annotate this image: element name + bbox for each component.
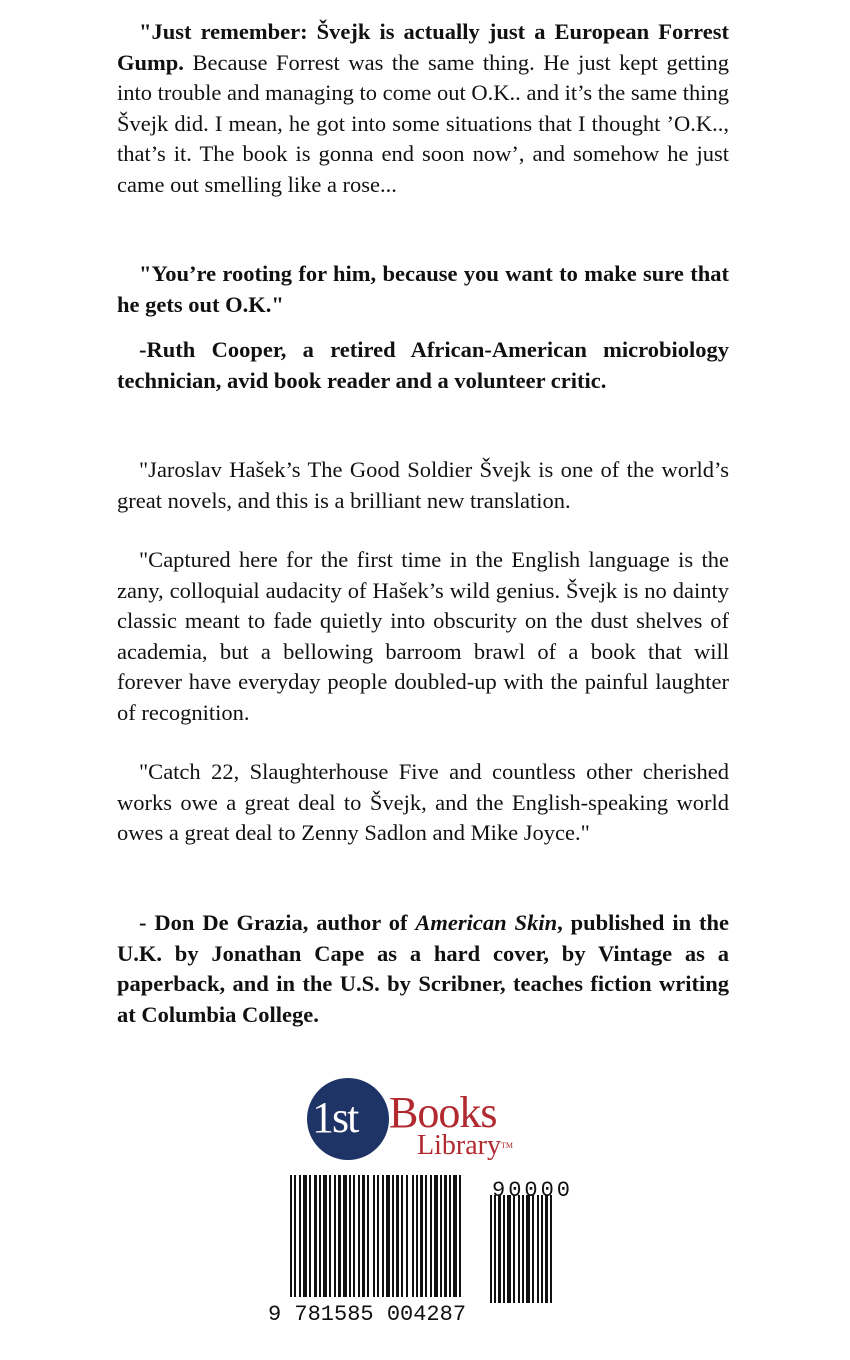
quote-1-rest: Because Forrest was the same thing. He just kept getting into trouble and managing to come out O.K.. and it’s the same thing Švejk did. I mean, he got into some situations that I thought ’O.K.., that’s it. The book is gonna end soon now’, and somehow he just came out smelling like a rose...: [117, 49, 729, 197]
price-bar: [541, 1195, 543, 1303]
price-bar: [513, 1195, 515, 1303]
isbn-bar: [425, 1175, 427, 1297]
isbn-bar: [343, 1175, 347, 1297]
isbn-bar: [401, 1175, 403, 1297]
isbn-bar: [334, 1175, 336, 1297]
attribution-don-de-grazia: [117, 908, 729, 1030]
quote-4: "Jaroslav Hašek’s The Good Soldier Švejk is one of the world’s great novels, and this is a brilliant new translation.: [117, 457, 729, 513]
isbn-bar: [314, 1175, 317, 1297]
quote-1-bold: "Just remember: Švejk is actually just a European Forrest Gump.: [117, 19, 729, 75]
isbn-bar: [299, 1175, 301, 1297]
quote-paragraph-2: [117, 259, 729, 320]
price-bar: [532, 1195, 534, 1303]
price-bar: [550, 1195, 552, 1303]
isbn-bar: [392, 1175, 394, 1297]
quote-paragraph-4: [117, 455, 729, 516]
isbn-bar: [386, 1175, 390, 1297]
price-bar: [545, 1195, 548, 1303]
price-bar: [537, 1195, 539, 1303]
isbn-bar: [449, 1175, 451, 1297]
isbn-bar: [377, 1175, 379, 1297]
quote-paragraph-1: [117, 17, 729, 200]
logo-1st-text: 1st: [312, 1093, 358, 1142]
isbn-bar: [309, 1175, 311, 1297]
isbn-bar: [430, 1175, 432, 1297]
logo-library-word: Library: [417, 1130, 501, 1161]
isbn-bar: [412, 1175, 414, 1297]
isbn-bar: [353, 1175, 355, 1297]
attribution-1: -Ruth Cooper, a retired African-American microbiology technician, avid book reader and a volunteer critic.: [117, 337, 729, 393]
price-bar: [518, 1195, 520, 1303]
quote-paragraph-6: [117, 757, 729, 849]
logo-books-text: Books: [389, 1088, 497, 1137]
isbn-bar: [416, 1175, 418, 1297]
price-bar: [526, 1195, 530, 1303]
isbn-bar: [362, 1175, 365, 1297]
isbn-bar: [329, 1175, 331, 1297]
isbn-bar: [373, 1175, 375, 1297]
attribution-ruth-cooper: [117, 335, 729, 396]
attribution-2-b: , published in the U.K. by Jonathan Cape as a hard cover, by Vintage as a paperback, and in the U.S. by Scribner, teaches fiction writing at Columbia College.: [117, 910, 730, 1027]
isbn-bar: [294, 1175, 296, 1297]
isbn-bar: [440, 1175, 442, 1297]
isbn-bar: [444, 1175, 447, 1297]
isbn-bar: [453, 1175, 457, 1297]
isbn-bar: [396, 1175, 399, 1297]
price-bar: [498, 1195, 501, 1303]
isbn-bar: [406, 1175, 408, 1297]
logo-trademark: TM: [500, 1141, 513, 1150]
isbn-bar: [367, 1175, 369, 1297]
price-code-digits: 90000: [492, 1178, 574, 1203]
isbn-bar: [459, 1175, 461, 1297]
isbn-bar: [382, 1175, 384, 1297]
isbn-digits: 9 781585 004287: [268, 1302, 467, 1327]
isbn-bar: [303, 1175, 307, 1297]
publisher-logo: [307, 1078, 523, 1168]
quote-2: "You’re rooting for him, because you want to make sure that he gets out O.K.": [117, 261, 729, 317]
isbn-bar: [323, 1175, 327, 1297]
price-bar: [522, 1195, 524, 1303]
price-bar: [490, 1195, 492, 1303]
isbn-bar: [290, 1175, 292, 1297]
logo-library-text: [417, 1130, 513, 1162]
isbn-bar: [338, 1175, 341, 1297]
quote-paragraph-5: [117, 545, 729, 728]
isbn-bar: [349, 1175, 351, 1297]
price-bar: [494, 1195, 496, 1303]
book-title: American Skin: [415, 910, 558, 935]
isbn-bar: [358, 1175, 360, 1297]
quote-6: "Catch 22, Slaughterhouse Five and countless other cherished works owe a great deal to Švejk, and the English-speaking world owes a great deal to Zenny Sadlon and Mike Joyce.": [117, 759, 729, 845]
isbn-bar: [319, 1175, 321, 1297]
attribution-2-a: - Don De Grazia, author of: [139, 910, 416, 935]
price-bar: [503, 1195, 505, 1303]
quote-5: "Captured here for the first time in the English language is the zany, colloquial audacity of Hašek’s wild genius. Švejk is no dainty classic meant to fade quietly into obscurity on the dust shelves of academia, but a bellowing barroom brawl of a book that will forever have everyday people doubled-up with the painful laughter of recognition.: [117, 547, 729, 725]
price-bar: [507, 1195, 511, 1303]
isbn-bar: [434, 1175, 438, 1297]
isbn-bar: [420, 1175, 423, 1297]
